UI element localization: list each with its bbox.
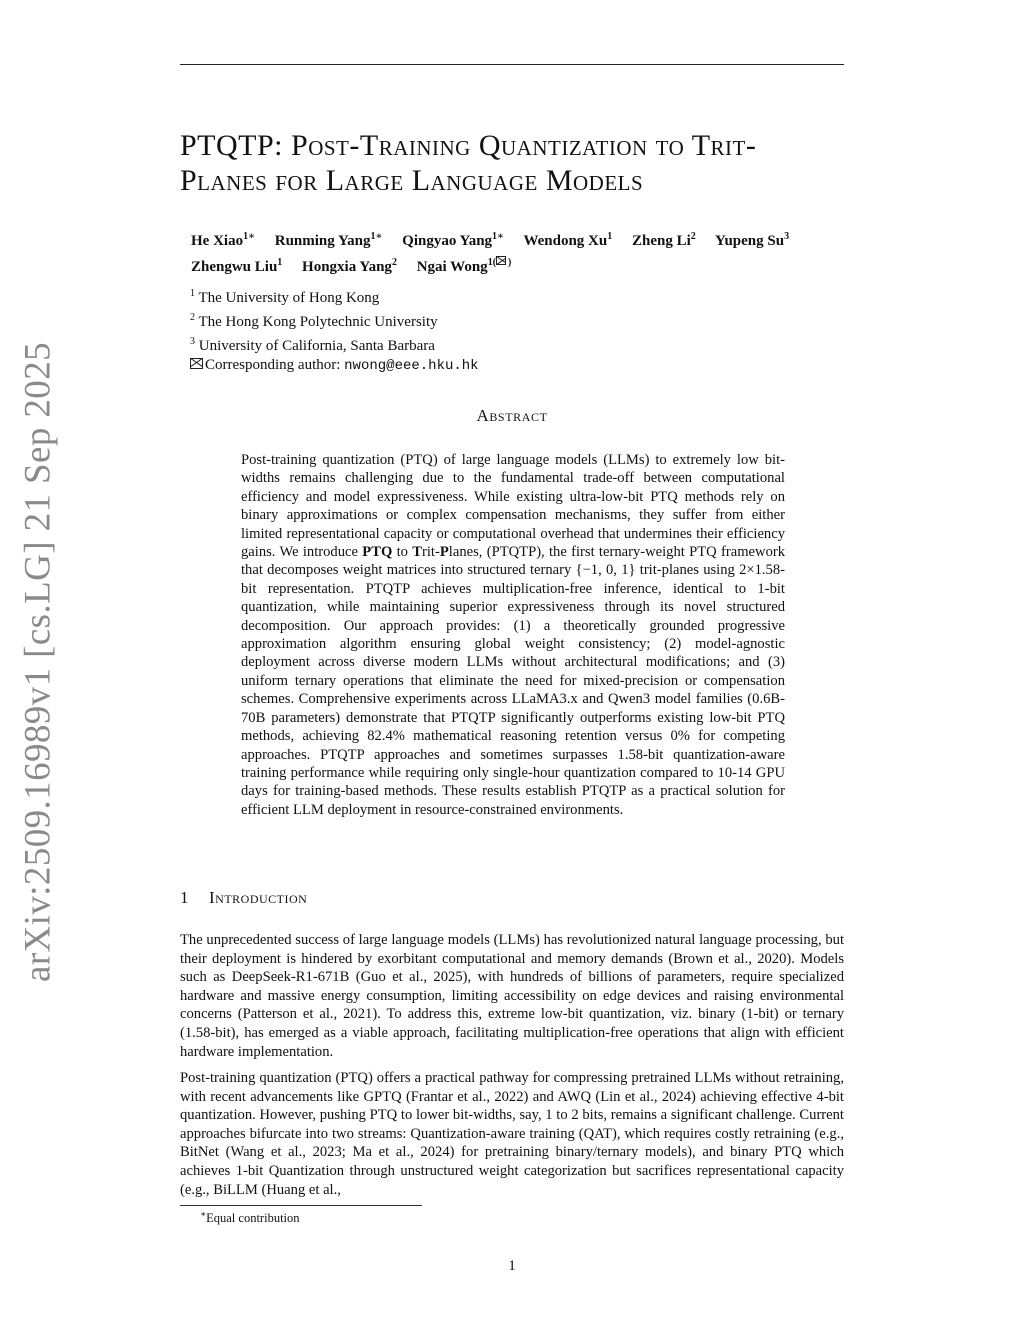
author: Hongxia Yang$^2$ <box>302 257 397 275</box>
section-heading-introduction: 1 Introduction <box>180 888 308 907</box>
author-list <box>191 226 841 278</box>
corresponding-email[interactable]: nwong@eee.hku.hk <box>344 358 479 374</box>
envelope-icon <box>496 256 506 265</box>
affiliation: $^3$ University of California, Santa Barbara <box>190 336 435 354</box>
page-number: 1 <box>508 1258 516 1274</box>
author-row-1 <box>191 226 841 252</box>
arxiv-stamp-text: arXiv:2509.16989v1 [cs.LG] 21 Sep 2025 <box>17 341 59 983</box>
title-line-2: Planes for Large Language Models <box>180 164 644 197</box>
footnote: ∗Equal contribution <box>200 1209 300 1226</box>
affiliation: $^2$ The Hong Kong Polytechnic University <box>190 312 438 330</box>
author: Yupeng Su$^3$ <box>714 231 790 249</box>
author: Ngai Wong$^{1( )}$ <box>416 257 512 275</box>
abstract-heading: Abstract <box>476 406 548 425</box>
author-row-2 <box>191 252 841 278</box>
affiliation: $^1$ The University of Hong Kong <box>190 288 380 306</box>
top-rule <box>180 64 844 65</box>
author: Runming Yang$^{1∗}$ <box>274 231 383 249</box>
footnote-rule <box>180 1205 422 1206</box>
intro-paragraph-1: The unprecedented success of large language models (LLMs) has revolutionized natural language processing, but their deployment is hindered by exorbitant computational and memory demands (Brown et al., 2020). Models such as DeepSeek-R1-671B (Guo et al., 2025), with hundreds of billions of parameters, require specialized hardware and massive energy consumption, limiting accessibility on edge devices and raising environmental concerns (Patterson et al., 2021). To address this, extreme low-bit quantization, viz. binary (1-bit) or ternary (1.58-bit), has emerged as a viable approach, facilitating multiplication-free operations that align with efficient hardware implementation. <box>180 932 844 1060</box>
author: Zheng Li$^2$ <box>632 231 696 249</box>
affiliations <box>190 284 479 376</box>
author: Wendong Xu$^1$ <box>523 231 613 249</box>
intro-paragraph-2: Post-training quantization (PTQ) offers a practical pathway for compressing pretrained LLMs without retraining, with recent advancements like GPTQ (Frantar et al., 2022) and AWQ (Lin et al., 2024) achieving effective 4-bit quantization. However, pushing PTQ to lower bit-widths, say, 1 to 2 bits, remains a significant challenge. Current approaches bifurcate into two streams: Quantization-aware training (QAT), which requires costly retraining (e.g., BitNet (Wang et al., 2023; Ma et al., 2024) for pretraining binary/ternary models), and binary PTQ which achieves 1-bit Quantization through unstructured weight categorization but sacrifices representational capacity (e.g., BiLLM (Huang et al., <box>180 1070 844 1198</box>
envelope-icon <box>190 358 203 369</box>
paper-title <box>180 128 850 198</box>
abstract-body: Post-training quantization (PTQ) of large language models (LLMs) to extremely low bit-widths remains challenging due to the fundamental trade-off between computational efficiency and model expressiveness. While existing ultra-low-bit PTQ methods rely on binary approximations or complex compensation mechanisms, they suffer from either limited representational capacity or computational overhead that undermines their efficiency gains. We introduce PTQ to Trit-Planes, (PTQTP), the first ternary-weight PTQ framework that decomposes weight matrices into structured ternary {−1, 0, 1} trit-planes using 2×1.58-bit representation. PTQTP achieves multiplication-free inference, identical to 1-bit quantization, while maintaining superior expressiveness through its novel structured decomposition. Our approach provides: (1) a theoretically grounded progressive approximation algorithm ensuring global weight consistency; (2) model-agnostic deployment across diverse modern LLMs without architectural modifications; and (3) uniform ternary operations that eliminate the need for mixed-precision or compensation schemes. Comprehensive experiments across LLaMA3.x and Qwen3 model families (0.6B-70B parameters) demonstrate that PTQTP significantly outperforms existing low-bit PTQ methods, achieving 82.4% mathematical reasoning retention versus 0% for competing approaches. PTQTP approaches and sometimes surpasses 1.58-bit quantization-aware training performance while requiring only single-hour quantization compared to 10-14 GPU days for training-based methods. These results establish PTQTP as a practical solution for efficient LLM deployment in resource-constrained environments. <box>241 452 786 818</box>
author: Zhengwu Liu$^1$ <box>191 257 283 275</box>
author: He Xiao$^{1∗}$ <box>191 231 255 249</box>
title-line-1: PTQTP: Post-Training Quantization to Trit- <box>180 129 757 162</box>
author: Qingyao Yang$^{1∗}$ <box>402 231 504 249</box>
corresponding-author: Corresponding author: nwong@eee.hku.hk <box>190 356 479 376</box>
